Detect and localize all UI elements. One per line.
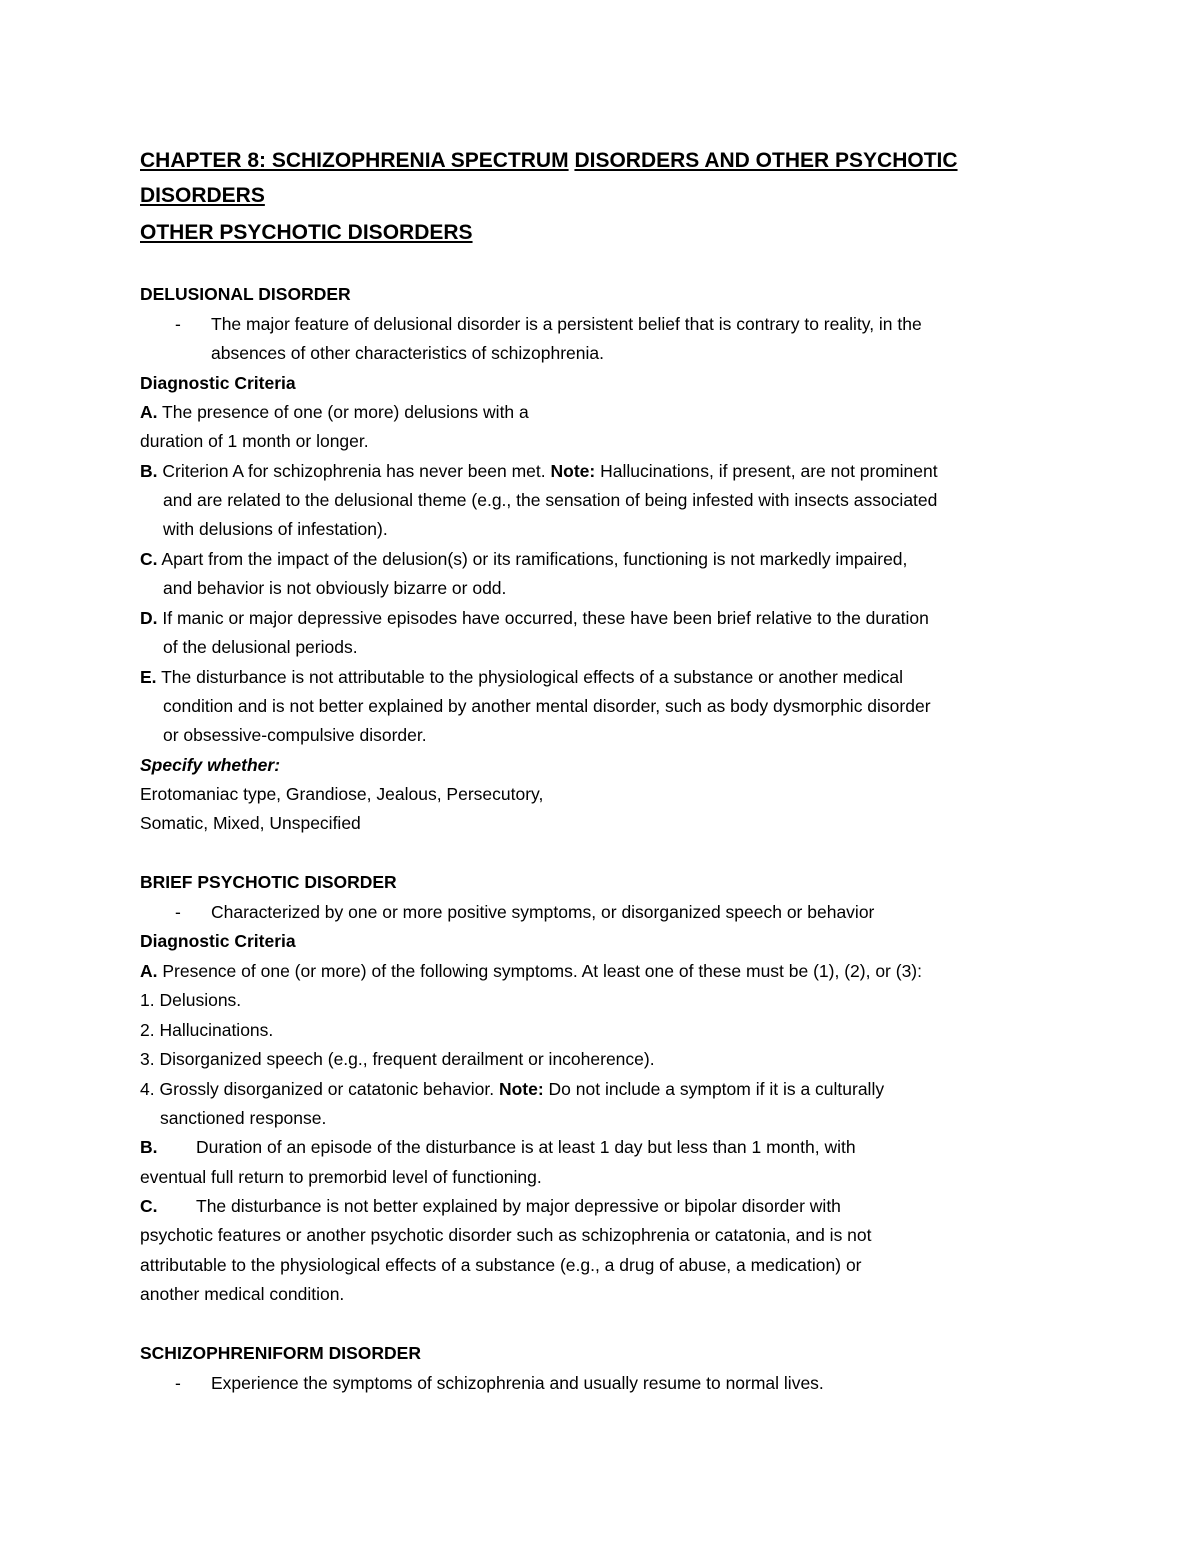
brief-item-4: [140, 1077, 884, 1101]
delusional-bullet-line1: The major feature of delusional disorder is a persistent belief that is contrary to reality, in the: [211, 314, 922, 334]
brief-item-4-note: Note:: [498, 1079, 544, 1099]
criterion-e-text: The disturbance is not attributable to the physiological effects of a substance or another medical: [156, 667, 904, 687]
criterion-d-text: If manic or major depressive episodes have occurred, these have been brief relative to the duration: [157, 608, 929, 628]
brief-c-label: C.: [140, 1196, 158, 1216]
schizophreniform-bullet: Experience the symptoms of schizophrenia and usually resume to normal lives.: [211, 1373, 824, 1393]
brief-b-label: B.: [140, 1137, 158, 1157]
brief-item-4-text1: 4. Grossly disorganized or catatonic behavior.: [140, 1079, 499, 1099]
brief-criterion-c-line2: psychotic features or another psychotic disorder such as schizophrenia or catatonia, and is not: [140, 1225, 872, 1245]
brief-b-text: Duration of an episode of the disturbance is at least 1 day but less than 1 month, with: [196, 1137, 856, 1157]
criterion-b-line1: [140, 459, 938, 483]
brief-item-1: 1. Delusions.: [140, 990, 242, 1010]
section-subtitle: OTHER PSYCHOTIC DISORDERS: [140, 221, 473, 244]
criterion-a-text: The presence of one (or more) delusions with a: [157, 402, 529, 422]
brief-criterion-c-line4: another medical condition.: [140, 1284, 345, 1304]
criterion-a-line1: [140, 400, 529, 424]
specify-whether: Specify whether:: [140, 755, 281, 775]
criterion-c-label: C.: [140, 549, 158, 569]
chapter-title-line1: [140, 146, 958, 176]
criterion-d-line2: of the delusional periods.: [163, 637, 358, 657]
delusional-heading: DELUSIONAL DISORDER: [140, 284, 351, 304]
brief-item-4-line2: sanctioned response.: [160, 1108, 327, 1128]
brief-item-3: 3. Disorganized speech (e.g., frequent derailment or incoherence).: [140, 1049, 655, 1069]
bullet-dash: -: [175, 314, 181, 334]
criterion-c-line1: [140, 547, 907, 571]
criterion-e-line3: or obsessive-compulsive disorder.: [163, 725, 427, 745]
brief-item-2: 2. Hallucinations.: [140, 1020, 274, 1040]
brief-item-4-text2: Do not include a symptom if it is a culturally: [543, 1079, 885, 1099]
criterion-b-line2: and are related to the delusional theme (e.g., the sensation of being infested with insects associated: [163, 490, 938, 510]
brief-criteria-heading: Diagnostic Criteria: [140, 931, 296, 951]
delusional-bullet-line2: absences of other characteristics of schizophrenia.: [211, 343, 604, 363]
brief-a-label: A.: [140, 961, 158, 981]
criterion-b-note: Note:: [550, 461, 596, 481]
schizophreniform-heading: SCHIZOPHRENIFORM DISORDER: [140, 1343, 421, 1363]
brief-criterion-c-line3: attributable to the physiological effects of a substance (e.g., a drug of abuse, a medication) or: [140, 1255, 862, 1275]
criterion-a-label: A.: [140, 402, 158, 422]
brief-bullet: Characterized by one or more positive symptoms, or disorganized speech or behavior: [211, 902, 875, 922]
chapter-title-line2: DISORDERS: [140, 184, 265, 207]
brief-criterion-b-line2: eventual full return to premorbid level of functioning.: [140, 1167, 542, 1187]
brief-criterion-a: [140, 959, 922, 983]
criterion-d-label: D.: [140, 608, 158, 628]
criterion-b-line3: with delusions of infestation).: [163, 519, 388, 539]
criterion-e-line1: [140, 665, 903, 689]
delusional-types-line2: Somatic, Mixed, Unspecified: [140, 813, 361, 833]
criterion-c-line2: and behavior is not obviously bizarre or odd.: [163, 578, 507, 598]
chapter-title-part2: DISORDERS AND OTHER PSYCHOTIC: [574, 149, 958, 172]
chapter-title-part1: CHAPTER 8: SCHIZOPHRENIA SPECTRUM: [140, 149, 569, 172]
criterion-b-text1: Criterion A for schizophrenia has never been met.: [157, 461, 551, 481]
bullet-dash: -: [175, 902, 181, 922]
delusional-criteria-heading: Diagnostic Criteria: [140, 373, 296, 393]
brief-criterion-c-line1: [140, 1194, 841, 1218]
brief-a-text: Presence of one (or more) of the following symptoms. At least one of these must be (1), (2), or (3):: [157, 961, 922, 981]
delusional-types-line1: Erotomaniac type, Grandiose, Jealous, Persecutory,: [140, 784, 544, 804]
brief-c-text: The disturbance is not better explained by major depressive or bipolar disorder with: [196, 1196, 841, 1216]
criterion-c-text: Apart from the impact of the delusion(s) or its ramifications, functioning is not markedly impaired,: [157, 549, 908, 569]
brief-heading: BRIEF PSYCHOTIC DISORDER: [140, 872, 397, 892]
brief-criterion-b-line1: [140, 1135, 856, 1159]
criterion-b-label: B.: [140, 461, 158, 481]
bullet-dash: -: [175, 1373, 181, 1393]
criterion-d-line1: [140, 606, 929, 630]
criterion-b-text2: Hallucinations, if present, are not prominent: [595, 461, 938, 481]
criterion-e-label: E.: [140, 667, 157, 687]
criterion-a-line2: duration of 1 month or longer.: [140, 431, 369, 451]
criterion-e-line2: condition and is not better explained by another mental disorder, such as body dysmorphic disorder: [163, 696, 931, 716]
